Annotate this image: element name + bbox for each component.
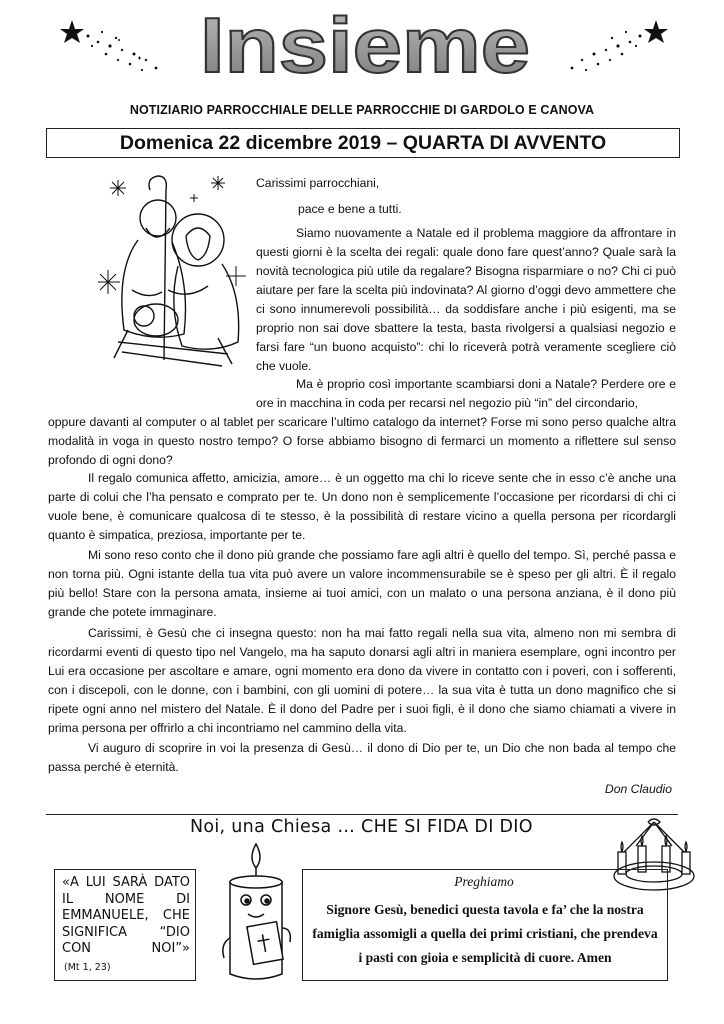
- scripture-reference: (Mt 1, 23): [64, 962, 111, 973]
- masthead-title: [195, 8, 535, 80]
- letter-paragraph: Mi sono reso conto che il dono più grande che possiamo fare agli altri è quello del tempo. Sì, perché passa e non torna più. Ogni istante della tua vita può avere un valore incommensurabile se è speso per gli altri. È il regalo più bello! Stare con la persona amata, insieme ai tuoi amici, con un malato o una persona anziana, è il dono più grande che potete immaginare.: [48, 548, 676, 619]
- date-heading: Domenica 22 dicembre 2019 – QUARTA DI AVVENTO: [46, 128, 680, 158]
- shooting-star-right-icon: [560, 10, 670, 80]
- candle-mascot-icon: [210, 838, 302, 988]
- svg-text:Insieme: Insieme: [200, 8, 530, 80]
- letter-salute: pace e bene a tutti.: [298, 202, 402, 216]
- letter-greeting: Carissimi parrocchiani,: [256, 176, 380, 190]
- signature: Don Claudio: [604, 782, 672, 796]
- prayer-text: Signore Gesù, benedici questa tavola e fa’ che la nostra famiglia assomigli a quella dei primi cristiani, che prendeva i pasti con gioia e semplicità di cuore. Amen: [312, 902, 658, 965]
- letter-paragraph: Siamo nuovamente a Natale ed il problema maggiore da affrontare in questi giorni è la scelta dei regali: quale dono fare quest’anno? Quale sarà la novità tecnologica più utile da regalare? Bisogna risparmiare o no? Chi ci può aiutare per fare la scelta più indovinata? Al giorno d’oggi devo ammettere che ci sono innumerevoli possibilità… da soddisfare anche i più esigenti, ma se proprio non sai dove sbattere la testa, basta rivolgersi a qualsiasi negozio e farsi fare “un buono acquisto”: chi lo riceverà potrà veramente scegliere ciò che vuole.: [256, 226, 676, 373]
- letter-paragraph: Il regalo comunica affetto, amicizia, amore… è un oggetto ma chi lo riceve sente che in esso c’è anche una parte di colui che l’ha pensato e comprato per te. Un dono non è semplicemente l’occasione per ricordarsi di chi ci vuole bene, è comunicare qualcosa di te stesso, è la possibilità di restare vicino a quella persona per ricordargli quanto è simpatica, preziosa, importante per te.: [48, 471, 676, 542]
- letter-paragraph: oppure davanti al computer o al tablet per scaricare l’ultimo catalogo da internet? Forse mi sono perso qualche altra modalità in voga in questo nostro tempo? O forse abbiamo bisogno di fermarci un momento a riflettere sul senso profondo di ogni dono?: [48, 415, 676, 467]
- prayer-title: Preghiamo: [454, 874, 514, 889]
- letter-paragraph: Carissimi, è Gesù che ci insegna questo: non ha mai fatto regali nella sua vita, almeno non mi sembra di ricordarmi eventi di questo tipo nel Vangelo, ma ha saputo donarsi agli altri in maniera esemplare, ogni incontro per Lui era occasione per ascoltare e amare, ogni momento era dono da vivere in contatto con i poveri, con i sofferenti, con i discepoli, con le donne, con i bambini, con gli uomini di potere… la sua vita è tutta un dono magnifico che si ripete ogni anno nel mistero del Natale. È il dono del Padre per i suoi figli, è il dono che siamo chiamati a vivere in prima persona per offrirlo a chi incontriamo nel cammino della vita.: [48, 626, 676, 735]
- slogan: Noi, una Chiesa … CHE SI FIDA DI DIO: [190, 817, 533, 837]
- letter-paragraph: Vi auguro di scoprire in voi la presenza di Gesù… il dono di Dio per te, un Dio che non bada al tempo che passa perché è eternità.: [48, 741, 676, 774]
- letter-paragraph: Ma è proprio così importante scambiarsi doni a Natale? Perdere ore e ore in macchina in coda per recarsi nel negozio più “in” del circondario,: [256, 377, 676, 410]
- newsletter-subtitle: NOTIZIARIO PARROCCHIALE DELLE PARROCCHIE DI GARDOLO E CANOVA: [129, 103, 595, 117]
- section-divider: [46, 814, 678, 815]
- nativity-illustration: [98, 170, 246, 380]
- shooting-star-left-icon: [58, 10, 168, 80]
- scripture-quote: «A LUI SARÀ DATO IL NOME DI EMMANUELE, CHE SIGNIFICA “DIO CON NOI”»: [62, 875, 190, 956]
